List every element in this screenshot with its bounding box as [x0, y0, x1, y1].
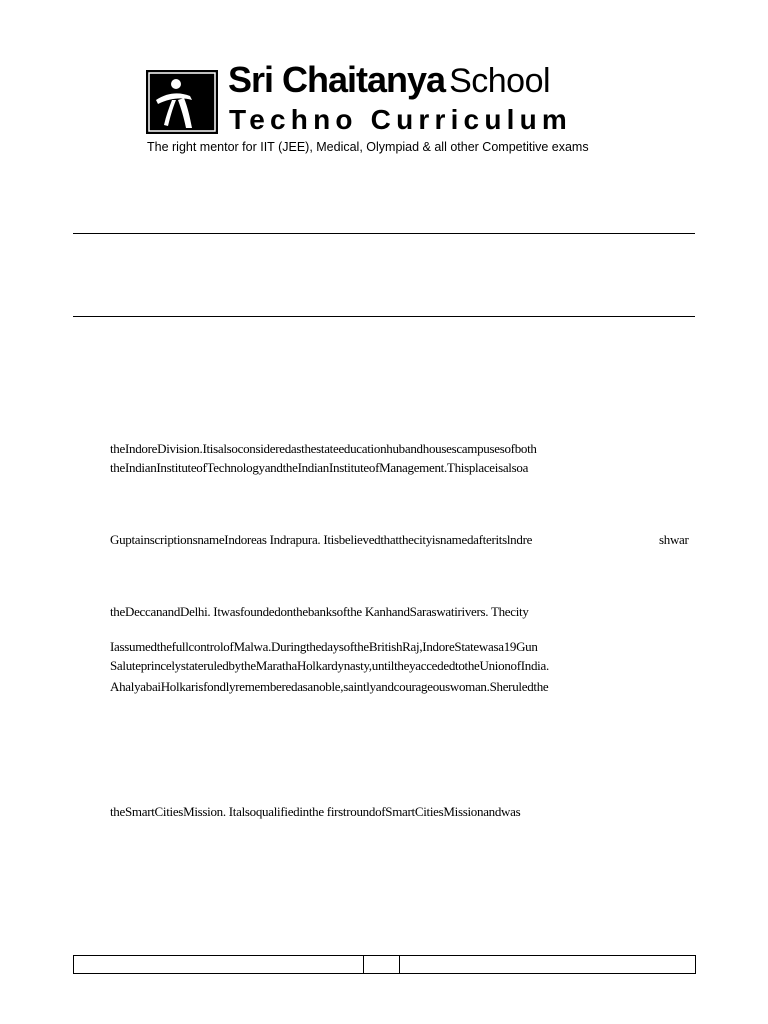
- school-logo: [146, 70, 218, 134]
- text-line-6: SaluteprincelystateruledbytheMarathaHolkardynasty,untiltheyaccededtotheUnionofIndia.: [110, 658, 549, 673]
- text-line-3: GuptainscriptionsnameIndoreas Indrapura. Itisbelievedthatthecityisnamedafteritslndre: [110, 532, 533, 547]
- footer-table: [73, 955, 696, 974]
- footer-cell-left: [74, 956, 364, 973]
- text-line-5: IassumedthefullcontrolofMalwa.DuringthedaysoftheBritishRaj,IndoreStatewasa19Gun: [110, 639, 538, 654]
- text-line-1: theIndoreDivision.Itisalsoconsideredasthestateeducationhubandhousescampusesofboth: [110, 441, 537, 456]
- brand-name: [228, 59, 551, 100]
- text-line-3-end: shwar: [659, 532, 689, 547]
- runner-logo-icon: [146, 70, 218, 134]
- second-divider: [73, 316, 695, 317]
- text-line-7: AhalyabaiHolkarisfondlyrememberedasanoble,saintlyandcourageouswoman.Sheruledthe: [110, 679, 549, 694]
- brand-subtitle: Techno Curriculum: [229, 104, 573, 135]
- text-line-2: theIndianInstituteofTechnologyandtheIndianInstituteofManagement.Thisplaceisalsoa: [110, 460, 529, 475]
- footer-cell-middle: [364, 956, 400, 973]
- top-divider: [73, 233, 695, 234]
- brand-tagline: The right mentor for IIT (JEE), Medical, Olympiad & all other Competitive exams: [147, 140, 589, 154]
- brand-name-bold: Sri Chaitanya: [228, 59, 446, 100]
- footer-cell-right: [400, 956, 695, 973]
- text-line-8: theSmartCitiesMission. Italsoqualifiedinthe firstroundofSmartCitiesMissionandwas: [110, 804, 521, 819]
- text-line-4: theDeccanandDelhi. Itwasfoundedonthebanksofthe KanhandSaraswatirivers. Thecity: [110, 604, 529, 619]
- brand-name-regular: School: [449, 62, 551, 100]
